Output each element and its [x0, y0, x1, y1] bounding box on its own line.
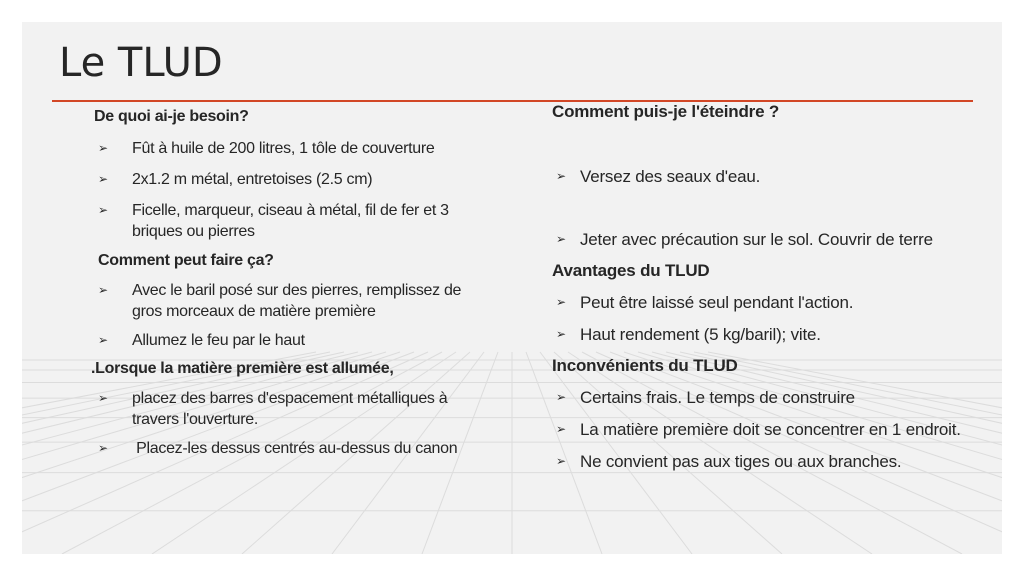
list-item: [552, 451, 1002, 472]
arrowhead-bullet-icon: ➢: [98, 141, 108, 155]
list-item-text: Jeter avec précaution sur le sol. Couvrir de terre: [580, 230, 933, 249]
heading-how: Comment peut faire ça?: [98, 252, 274, 269]
arrowhead-bullet-icon: ➢: [556, 295, 566, 309]
heading-advantages: Avantages du TLUD: [552, 261, 710, 280]
list-item: [552, 229, 1002, 250]
list-item-text: Allumez le feu par le haut: [132, 332, 305, 349]
list-item: [552, 292, 1002, 313]
arrowhead-bullet-icon: ➢: [556, 232, 566, 246]
list-item-text: Versez des seaux d'eau.: [580, 167, 761, 186]
list-item: [94, 169, 514, 190]
list-item: [552, 324, 1002, 345]
list-item-text: Peut être laissé seul pendant l'action.: [580, 293, 854, 312]
list-item: [94, 280, 514, 322]
list-item-text: Fût à huile de 200 litres, 1 tôle de couverture: [132, 140, 435, 157]
list-item: [94, 438, 514, 459]
arrowhead-bullet-icon: ➢: [98, 391, 108, 405]
list-item: [94, 200, 514, 242]
slide: [22, 22, 1002, 554]
list-item-text: La matière première doit se concentrer en 1 endroit.: [580, 420, 961, 439]
list-item: [552, 419, 1002, 440]
list-item-text: Haut rendement (5 kg/baril); vite.: [580, 325, 821, 344]
list-item: [552, 387, 1002, 408]
arrowhead-bullet-icon: ➢: [556, 327, 566, 341]
arrowhead-bullet-icon: ➢: [98, 333, 108, 347]
list-item-text: Avec le baril posé sur des pierres, remplissez de gros morceaux de matière première: [132, 282, 462, 320]
heading-needs: De quoi ai-je besoin?: [94, 108, 249, 125]
heading-when-lit: .Lorsque la matière première est allumée,: [91, 360, 394, 377]
arrowhead-bullet-icon: ➢: [98, 441, 108, 455]
right-column: [552, 102, 1002, 472]
list-item-text: 2x1.2 m métal, entretoises (2.5 cm): [132, 171, 373, 188]
list-item-text: Placez-les dessus centrés au-dessus du canon: [132, 440, 458, 457]
list-item: [94, 388, 514, 430]
arrowhead-bullet-icon: ➢: [98, 283, 108, 297]
list-item-text: Ne convient pas aux tiges ou aux branches.: [580, 452, 902, 471]
arrowhead-bullet-icon: ➢: [556, 422, 566, 436]
arrowhead-bullet-icon: ➢: [556, 169, 566, 183]
left-column: [91, 106, 514, 459]
heading-disadvantages: Inconvénients du TLUD: [552, 356, 738, 375]
arrowhead-bullet-icon: ➢: [556, 454, 566, 468]
slide-title: Le TLUD: [59, 40, 223, 86]
list-item-text: Certains frais. Le temps de construire: [580, 388, 855, 407]
heading-extinguish: Comment puis-je l'éteindre ?: [552, 102, 780, 121]
arrowhead-bullet-icon: ➢: [98, 172, 108, 186]
list-item: [94, 138, 514, 159]
arrowhead-bullet-icon: ➢: [98, 203, 108, 217]
list-item: [552, 166, 1002, 187]
list-item-text: placez des barres d'espacement métalliques à travers l'ouverture.: [132, 390, 448, 428]
arrowhead-bullet-icon: ➢: [556, 390, 566, 404]
list-item-text: Ficelle, marqueur, ciseau à métal, fil de fer et 3 briques ou pierres: [132, 202, 449, 240]
list-item: [94, 330, 514, 351]
